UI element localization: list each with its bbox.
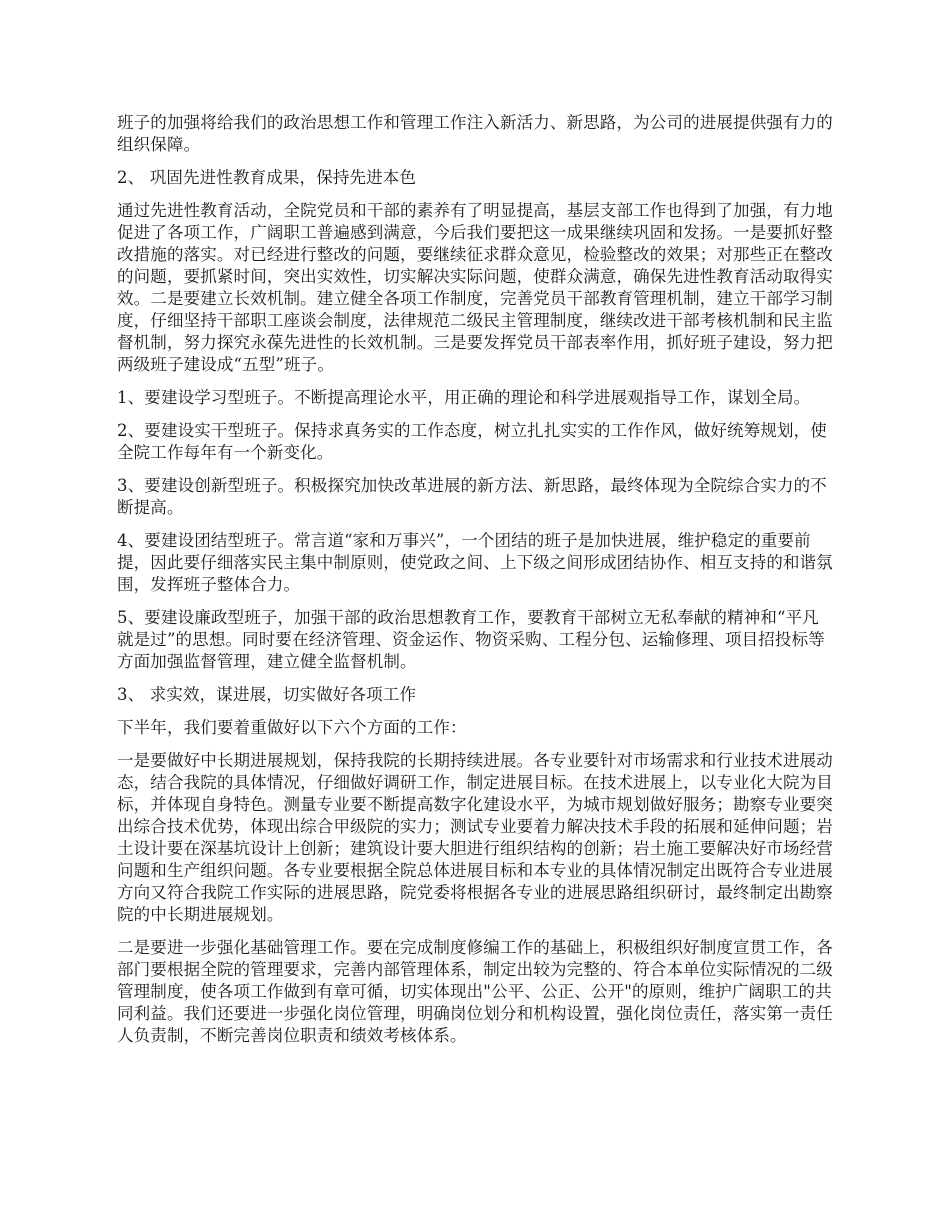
- list-item: 4、要建设团结型班子。常言道“家和万事兴”，一个团结的班子是加快进展，维护稳定的重要前提，因此要仔细落实民主集中制原则，使党政之间、上下级之间形成团结协作、相互支持的和谐氛围，发挥班子整体合力。: [117, 531, 833, 594]
- list-item: 3、要建设创新型班子。积极探究加快改革进展的新方法、新思路，最终体现为全院综合实力的不断提高。: [117, 476, 827, 517]
- paragraph: 二是要进一步强化基础管理工作。要在完成制度修编工作的基础上，积极组织好制度宣贯工作，各部门要根据全院的管理要求，完善内部管理体系，制定出较为完整的、符合本单位实际情况的二级管理制度，使各项工作做到有章可循，切实体现出"公平、公正、公开"的原则，维护广阔职工的共同利益。我们还要进一步强化岗位管理，明确岗位划分和机构设置，强化岗位责任，落实第一责任人负责制，不断完善岗位职责和绩效考核体系。: [117, 938, 833, 1045]
- paragraph: 一是要做好中长期进展规划，保持我院的长期持续进展。各专业要针对市场需求和行业技术进展动态，结合我院的具体情况，仔细做好调研工作，制定进展目标。在技术进展上，以专业化大院为目标，并体现自身特色。测量专业要不断提高数字化建设水平，为城市规划做好服务；勘察专业要突出综合技术优势，体现出综合甲级院的实力；测试专业要着力解决技术手段的拓展和延伸问题；岩土设计要在深基坑设计上创新；建筑设计要大胆进行组织结构的创新；岩土施工要解决好市场经营问题和生产组织问题。各专业要根据全院总体进展目标和本专业的具体情况制定出既符合专业进展方向又符合我院工作实际的进展思路，院党委将根据各专业的进展思路组织研讨，最终制定出勘察院的中长期进展规划。: [117, 751, 833, 924]
- list-item: 5、要建设廉政型班子，加强干部的政治思想教育工作，要教育干部树立无私奉献的精神和“平凡就是过”的思想。同时要在经济管理、资金运作、物资采购、工程分包、运输修理、项目招投标等方面加强监督管理，建立健全监督机制。: [117, 608, 825, 671]
- paragraph: 下半年，我们要着重做好以下六个方面的工作：: [117, 718, 467, 737]
- section-heading: 2、 巩固先进性教育成果，保持先进本色: [117, 168, 417, 187]
- paragraph: 通过先进性教育活动，全院党员和干部的素养有了明显提高，基层支部工作也得到了加强，有力地促进了各项工作，广阔职工普遍感到满意，今后我们要把这一成果继续巩固和发扬。一是要抓好整改措施的落实。对已经进行整改的问题，要继续征求群众意见，检验整改的效果；对那些正在整改的问题，要抓紧时间，突出实效性，切实解决实际问题，使群众满意，确保先进性教育活动取得实效。二是要建立长效机制。建立健全各项工作制度，完善党员干部教育管理机制，建立干部学习制度，仔细坚持干部职工座谈会制度，法律规范二级民主管理制度，继续改进干部考核机制和民主监督机制，努力探究永葆先进性的长效机制。三是要发挥党员干部表率作用，抓好班子建设，努力把两级班子建设成“五型”班子。: [117, 201, 833, 374]
- paragraph: 班子的加强将给我们的政治思想工作和管理工作注入新活力、新思路，为公司的进展提供强有力的组织保障。: [117, 113, 833, 154]
- document-body: [117, 112, 835, 1058]
- list-item: 1、要建设学习型班子。不断提高理论水平，用正确的理论和科学进展观指导工作，谋划全局。: [117, 388, 811, 407]
- list-item: 2、要建设实干型班子。保持求真务实的工作态度，树立扎扎实实的工作作风，做好统筹规划，使全院工作每年有一个新变化。: [117, 421, 827, 462]
- section-heading: 3、 求实效，谋进展，切实做好各项工作: [117, 685, 417, 704]
